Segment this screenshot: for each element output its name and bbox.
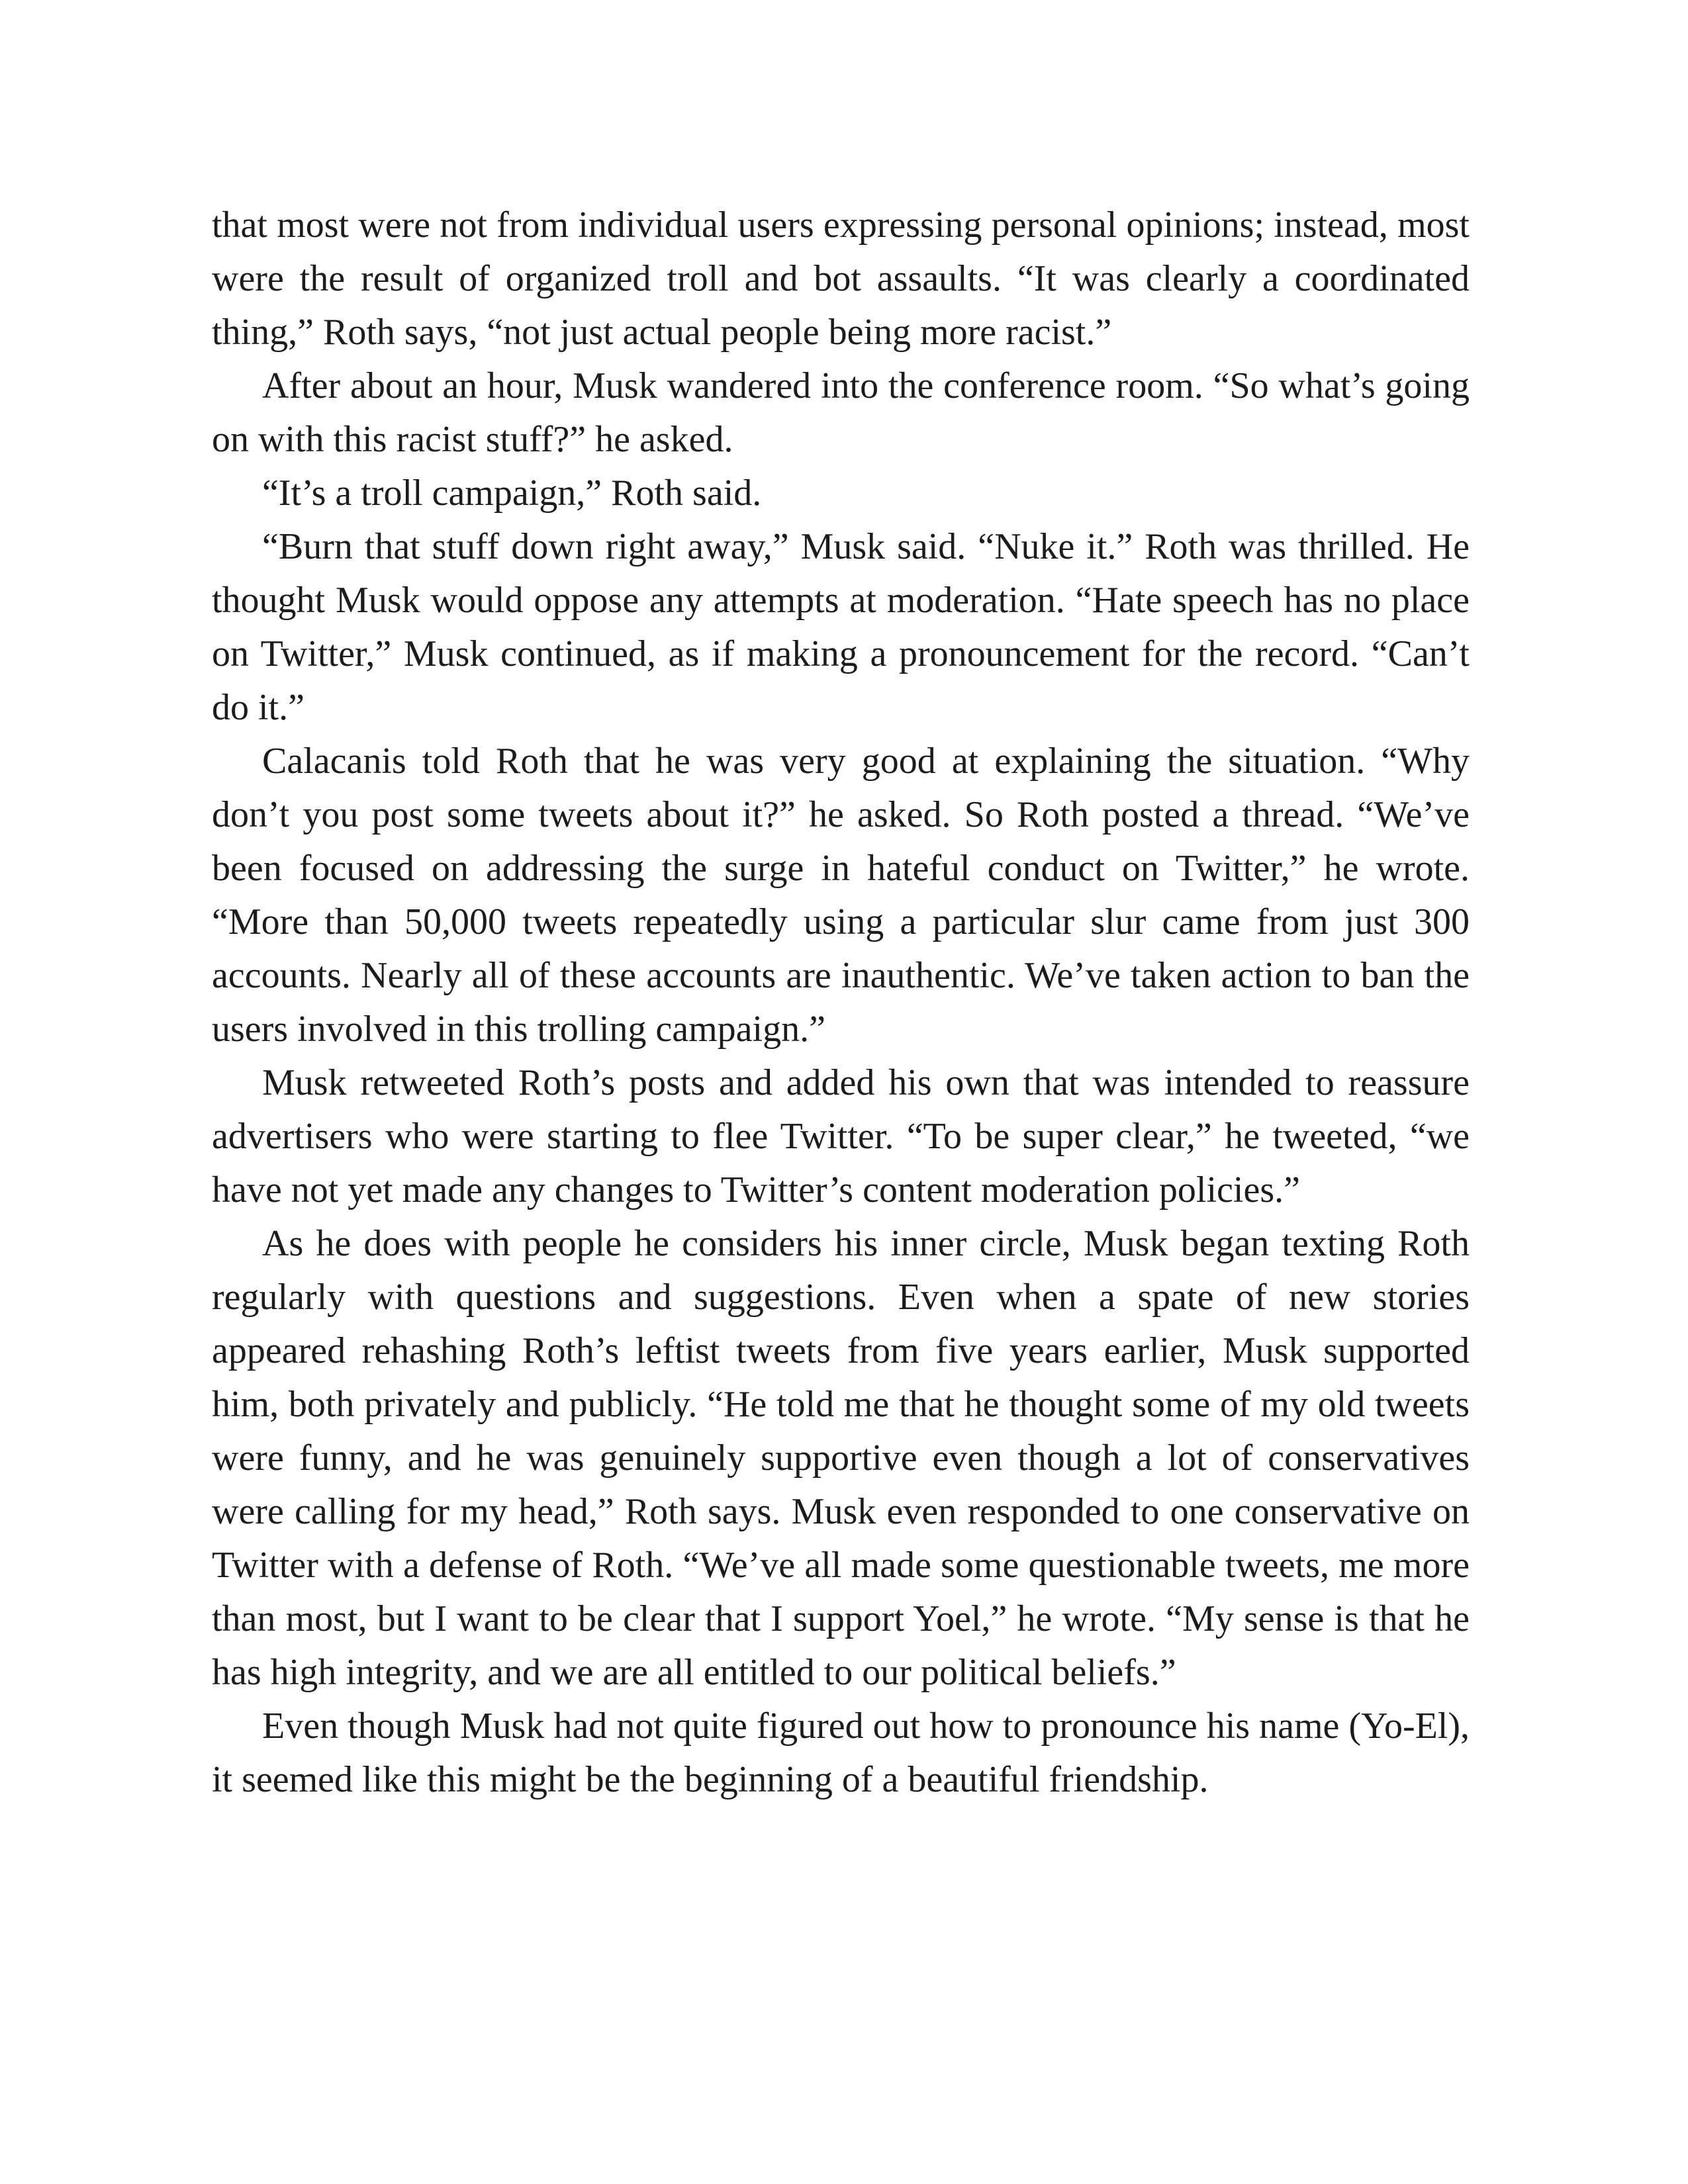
paragraph-8: Even though Musk had not quite figured out how to pronounce his name (Yo-El), it seemed like this might be the beginning of a beautiful friendship. — [212, 1706, 1470, 1800]
paragraph-1: that most were not from individual users expressing personal opinions; instead, most were the result of organized troll and bot assaults. “It was clearly a coordinated thing,” Roth says, “not just actual people being more racist.” — [212, 205, 1470, 353]
paragraph-3: “It’s a troll campaign,” Roth said. — [262, 473, 762, 514]
paragraph-2: After about an hour, Musk wandered into the conference room. “So what’s going on with this racist stuff?” he asked. — [212, 365, 1470, 460]
page-body — [212, 199, 1470, 1807]
paragraph-4: “Burn that stuff down right away,” Musk said. “Nuke it.” Roth was thrilled. He thought Musk would oppose any attempts at moderation. “Hate speech has no place on Twitter,” Musk continued, as if making a pronouncement for the record. “Can’t do it.” — [212, 526, 1470, 728]
paragraph-6: Musk retweeted Roth’s posts and added his own that was intended to reassure advertisers who were starting to flee Twitter. “To be super clear,” he tweeted, “we have not yet made any changes to Twitter’s content moderation policies.” — [212, 1062, 1470, 1210]
paragraph-5: Calacanis told Roth that he was very good at explaining the situation. “Why don’t you post some tweets about it?” he asked. So Roth posted a thread. “We’ve been focused on addressing the surge in hateful conduct on Twitter,” he wrote. “More than 50,000 tweets repeatedly using a particular slur came from just 300 accounts. Nearly all of these accounts are inauthentic. We’ve taken action to ban the users involved in this trolling campaign.” — [212, 741, 1470, 1050]
paragraph-7: As he does with people he considers his inner circle, Musk began texting Roth regularly with questions and suggestions. Even when a spate of new stories appeared rehashing Roth’s leftist tweets from five years earlier, Musk supported him, both privately and publicly. “He told me that he thought some of my old tweets were funny, and he was genuinely supportive even though a lot of conservatives were calling for my head,” Roth says. Musk even responded to one conservative on Twitter with a defense of Roth. “We’ve all made some questionable tweets, me more than most, but I want to be clear that I support Yoel,” he wrote. “My sense is that he has high integrity, and we are all entitled to our political beliefs.” — [212, 1223, 1470, 1693]
